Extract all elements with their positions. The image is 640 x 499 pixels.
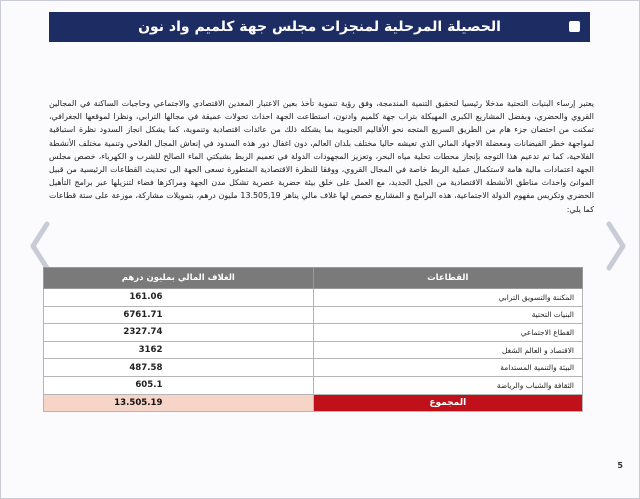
chevron-left-icon <box>29 221 51 271</box>
sector-cell: الثقافة والشباب والرياضة <box>313 376 583 394</box>
table-row <box>44 289 583 307</box>
amount-cell: 161.06 <box>44 289 314 307</box>
amount-cell: 487.58 <box>44 359 314 377</box>
page-number: 5 <box>617 461 623 470</box>
total-amount: 13.505.19 <box>44 394 314 412</box>
table-row <box>44 359 583 377</box>
amount-cell: 3162 <box>44 341 314 359</box>
table-row <box>44 324 583 342</box>
chevron-right-icon <box>605 221 627 271</box>
table-header-row <box>44 268 583 289</box>
sector-cell: الاقتصاد و العالم الشغل <box>313 341 583 359</box>
square-bullet-icon <box>569 21 580 32</box>
sector-cell: البيئة والتنمية المستدامة <box>313 359 583 377</box>
prev-page-button[interactable] <box>27 219 53 273</box>
intro-paragraph: يعتبر إرساء البنيات التحتية مدخلا رئيسيا لتحقيق التنمية المندمجة، وفق رؤية تنموية تأخذ بعين الاعتبار المعدين الاقتصادي والاجتماعي وحاجيات الساكنة في المجالين القروي والحضري، وبفضل المشاريع الكبرى المهيكلة بتراب جهة كلميم وادنون، استطاعت الجهة احداث تحولات عميقة في مجالها الترابي، ونظرا لموقعها الجغرافي، تمكنت من احتضان جزء هام من الطريق السريع المتجه نحو الأقاليم الجنوبية بما يشكله ذلك من عائدات اقتصادية وتنموية، كما يشكل انجاز السدود نظرة استباقية لمواجهة خطر الفيضانات ومعضلة الاجهاد المائي الذي تعيشه حاليا مختلف بلدان العالم، دون اغفال دور هذه السدود في إنعاش المجال الفلاحي وتنمية مختلف الأنشطة الفلاحية، كما تم تدعيم هذا التوجه بإنجاز محطات تحلية مياه البحر، وتعزيز المجهودات الدولة في تعميم الربط بشبكتي الماء الصالح للشرب و الكهرباء، خصص مجلس الجهة اعتمادات مالية هامة لاستكمال عملية الربط خاصة في المجال القروي، ووفقا للنظرة الاقتصادية المتطورة تسعى الجهة الى تحديث القطاعات الرئيسية من قبيل الموانئ واحداث مناطق الأنشطة الاقتصادية من الجيل الجديد، مع العمل على خلق بيئة حضرية عصرية تشكل مدن الجهة ومراكزها فضاء لتنزيلها عبر برامج التأهيل الحضري وتكريس مفهوم الدولة الاجتماعية، هذه البرامج و المشاريع خصص لها غلاف مالي يناهز 13.505,19 مليون درهم، بتمويلات مشاركة، موزعة على ستة قطاعات كما يلي: <box>49 99 594 214</box>
table-row <box>44 306 583 324</box>
sector-cell: المكننة والتسويق الترابي <box>313 289 583 307</box>
table-row <box>44 341 583 359</box>
total-row <box>44 394 583 412</box>
sector-cell: البنيات التحتية <box>313 306 583 324</box>
total-label: المجموع <box>313 394 583 412</box>
page-title: الحصيلة المرحلية لمنجزات مجلس جهة كلميم واد نون <box>138 19 501 35</box>
amount-cell: 2327.74 <box>44 324 314 342</box>
header-sector: القطاعات <box>313 268 583 289</box>
budget-table <box>43 267 583 412</box>
header-amount: الغلاف المالي بمليون درهم <box>44 268 314 289</box>
sector-cell: القطاع الاجتماعي <box>313 324 583 342</box>
next-page-button[interactable] <box>603 219 629 273</box>
amount-cell: 605.1 <box>44 376 314 394</box>
title-banner <box>49 12 590 42</box>
table-row <box>44 376 583 394</box>
amount-cell: 6761.71 <box>44 306 314 324</box>
